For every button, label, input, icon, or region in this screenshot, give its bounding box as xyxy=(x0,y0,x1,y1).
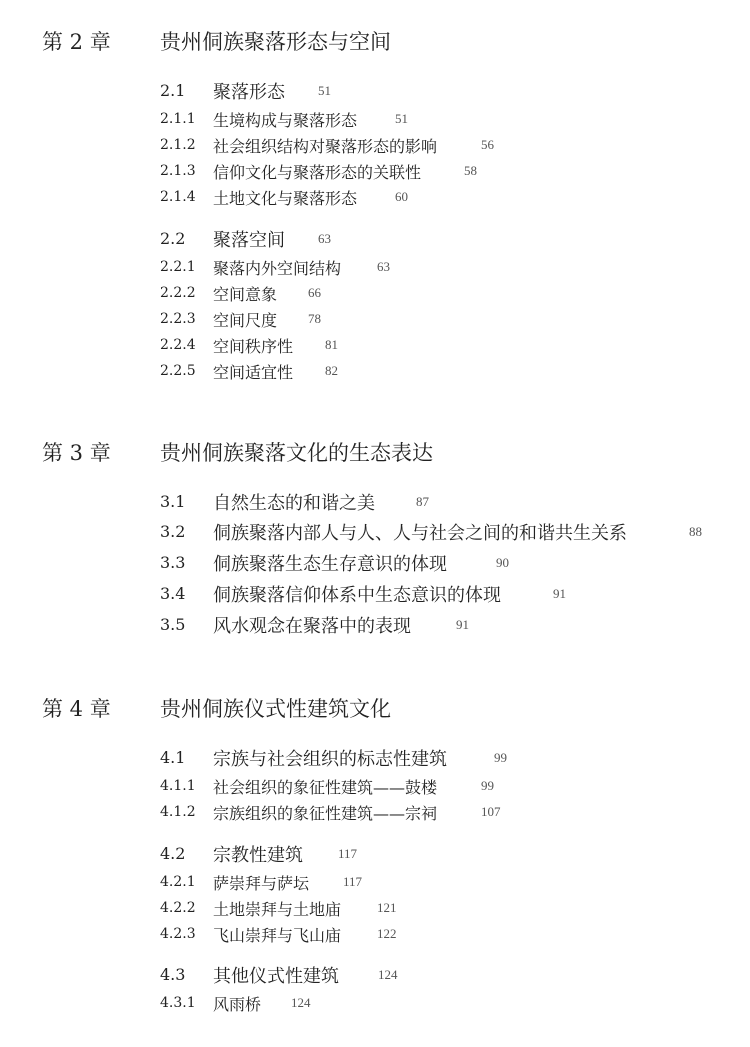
chapter-title: 贵州侗族聚落形态与空间 xyxy=(160,30,391,54)
toc-entry-subsection[interactable] xyxy=(0,134,750,156)
toc-entry-subsection[interactable] xyxy=(0,360,750,382)
toc-entry-subsection[interactable] xyxy=(0,256,750,278)
entry-title: 社会组织的象征性建筑——鼓楼 xyxy=(213,778,438,797)
entry-number: 2.1.4 xyxy=(160,189,196,205)
entry-number: 2.2 xyxy=(160,229,186,248)
entry-page: 122 xyxy=(377,926,397,941)
entry-page: 60 xyxy=(395,189,408,204)
toc-entry-subsection[interactable] xyxy=(0,160,750,182)
entry-page: 78 xyxy=(308,311,321,326)
entry-number: 2.1.2 xyxy=(160,137,196,153)
entry-number: 4.1 xyxy=(160,748,186,767)
entry-title: 空间适宜性 xyxy=(213,363,294,382)
entry-page: 107 xyxy=(481,804,501,819)
entry-title: 土地崇拜与土地庙 xyxy=(213,900,342,919)
chapter-title: 贵州侗族仪式性建筑文化 xyxy=(160,697,391,721)
entry-number: 2.2.4 xyxy=(160,337,196,353)
entry-page: 91 xyxy=(553,586,566,601)
entry-title: 飞山崇拜与飞山庙 xyxy=(213,926,342,945)
toc-entry-section[interactable] xyxy=(0,962,750,986)
entry-title: 聚落空间 xyxy=(213,230,285,251)
entry-page: 81 xyxy=(325,337,338,352)
entry-number: 2.1 xyxy=(160,81,186,100)
entry-number: 2.2.1 xyxy=(160,259,196,275)
entry-number: 4.2.1 xyxy=(160,874,196,890)
entry-title: 侗族聚落生态生存意识的体现 xyxy=(213,554,447,575)
entry-number: 3.3 xyxy=(160,553,186,572)
entry-number: 4.1.2 xyxy=(160,804,196,820)
entry-number: 3.4 xyxy=(160,584,186,603)
entry-title: 社会组织结构对聚落形态的影响 xyxy=(213,137,438,156)
entry-number: 4.2 xyxy=(160,844,186,863)
toc-entry-subsection[interactable] xyxy=(0,308,750,330)
toc-entry-subsection[interactable] xyxy=(0,992,750,1014)
chapter-heading xyxy=(0,693,750,723)
entry-page: 51 xyxy=(395,111,408,126)
entry-page: 82 xyxy=(325,363,338,378)
toc-entry-section[interactable] xyxy=(0,489,750,513)
toc-entry-section[interactable] xyxy=(0,78,750,102)
entry-page: 66 xyxy=(308,285,321,300)
toc-entry-section[interactable] xyxy=(0,226,750,250)
entry-number: 4.2.3 xyxy=(160,926,196,942)
entry-number: 4.3.1 xyxy=(160,995,196,1011)
entry-page: 91 xyxy=(456,617,469,632)
toc-entry-section[interactable] xyxy=(0,581,750,605)
toc-entry-section[interactable] xyxy=(0,612,750,636)
entry-page: 121 xyxy=(377,900,397,915)
entry-title: 信仰文化与聚落形态的关联性 xyxy=(213,163,422,182)
entry-title: 土地文化与聚落形态 xyxy=(213,189,358,208)
entry-page: 63 xyxy=(318,231,331,246)
toc-entry-subsection[interactable] xyxy=(0,108,750,130)
entry-title: 空间秩序性 xyxy=(213,337,294,356)
toc-entry-subsection[interactable] xyxy=(0,801,750,823)
entry-number: 4.3 xyxy=(160,965,186,984)
entry-title: 风雨桥 xyxy=(213,995,262,1014)
entry-page: 56 xyxy=(481,137,494,152)
entry-page: 58 xyxy=(464,163,477,178)
entry-title: 其他仪式性建筑 xyxy=(213,966,339,987)
entry-page: 117 xyxy=(343,874,363,889)
chapter-number: 第 2 章 xyxy=(42,30,111,54)
entry-page: 124 xyxy=(378,967,398,982)
entry-number: 4.2.2 xyxy=(160,900,196,916)
entry-page: 51 xyxy=(318,83,331,98)
entry-title: 侗族聚落信仰体系中生态意识的体现 xyxy=(213,585,501,606)
entry-number: 2.2.5 xyxy=(160,363,196,379)
chapter-number: 第 3 章 xyxy=(42,441,111,465)
chapter-heading xyxy=(0,26,750,56)
entry-title: 空间尺度 xyxy=(213,311,278,330)
toc-entry-subsection[interactable] xyxy=(0,923,750,945)
entry-number: 2.2.2 xyxy=(160,285,196,301)
entry-title: 风水观念在聚落中的表现 xyxy=(213,616,411,637)
entry-title: 宗教性建筑 xyxy=(213,845,303,866)
entry-number: 3.1 xyxy=(160,492,186,511)
entry-page: 87 xyxy=(416,494,429,509)
entry-title: 宗族组织的象征性建筑——宗祠 xyxy=(213,804,438,823)
entry-page: 117 xyxy=(338,846,358,861)
entry-page: 99 xyxy=(481,778,494,793)
toc-entry-subsection[interactable] xyxy=(0,334,750,356)
entry-title: 宗族与社会组织的标志性建筑 xyxy=(213,749,447,770)
toc-entry-subsection[interactable] xyxy=(0,282,750,304)
entry-number: 2.2.3 xyxy=(160,311,196,327)
entry-number: 2.1.3 xyxy=(160,163,196,179)
entry-title: 萨崇拜与萨坛 xyxy=(213,874,310,893)
toc-entry-subsection[interactable] xyxy=(0,897,750,919)
entry-number: 3.2 xyxy=(160,522,186,541)
chapter-heading xyxy=(0,437,750,467)
entry-title: 聚落内外空间结构 xyxy=(213,259,342,278)
toc-entry-section[interactable] xyxy=(0,745,750,769)
toc-entry-subsection[interactable] xyxy=(0,871,750,893)
entry-title: 空间意象 xyxy=(213,285,278,304)
toc-entry-section[interactable] xyxy=(0,519,750,543)
entry-page: 124 xyxy=(291,995,311,1010)
entry-page: 99 xyxy=(494,750,507,765)
toc-entry-subsection[interactable] xyxy=(0,186,750,208)
entry-number: 3.5 xyxy=(160,615,186,634)
entry-title: 聚落形态 xyxy=(213,82,285,103)
toc-entry-subsection[interactable] xyxy=(0,775,750,797)
entry-number: 4.1.1 xyxy=(160,778,196,794)
toc-entry-section[interactable] xyxy=(0,841,750,865)
chapter-title: 贵州侗族聚落文化的生态表达 xyxy=(160,441,433,465)
entry-number: 2.1.1 xyxy=(160,111,196,127)
entry-page: 63 xyxy=(377,259,390,274)
entry-title: 自然生态的和谐之美 xyxy=(213,493,375,514)
entry-title: 生境构成与聚落形态 xyxy=(213,111,358,130)
chapter-number: 第 4 章 xyxy=(42,697,111,721)
entry-page: 88 xyxy=(689,524,702,539)
entry-title: 侗族聚落内部人与人、人与社会之间的和谐共生关系 xyxy=(213,523,627,544)
toc-entry-section[interactable] xyxy=(0,550,750,574)
entry-page: 90 xyxy=(496,555,509,570)
